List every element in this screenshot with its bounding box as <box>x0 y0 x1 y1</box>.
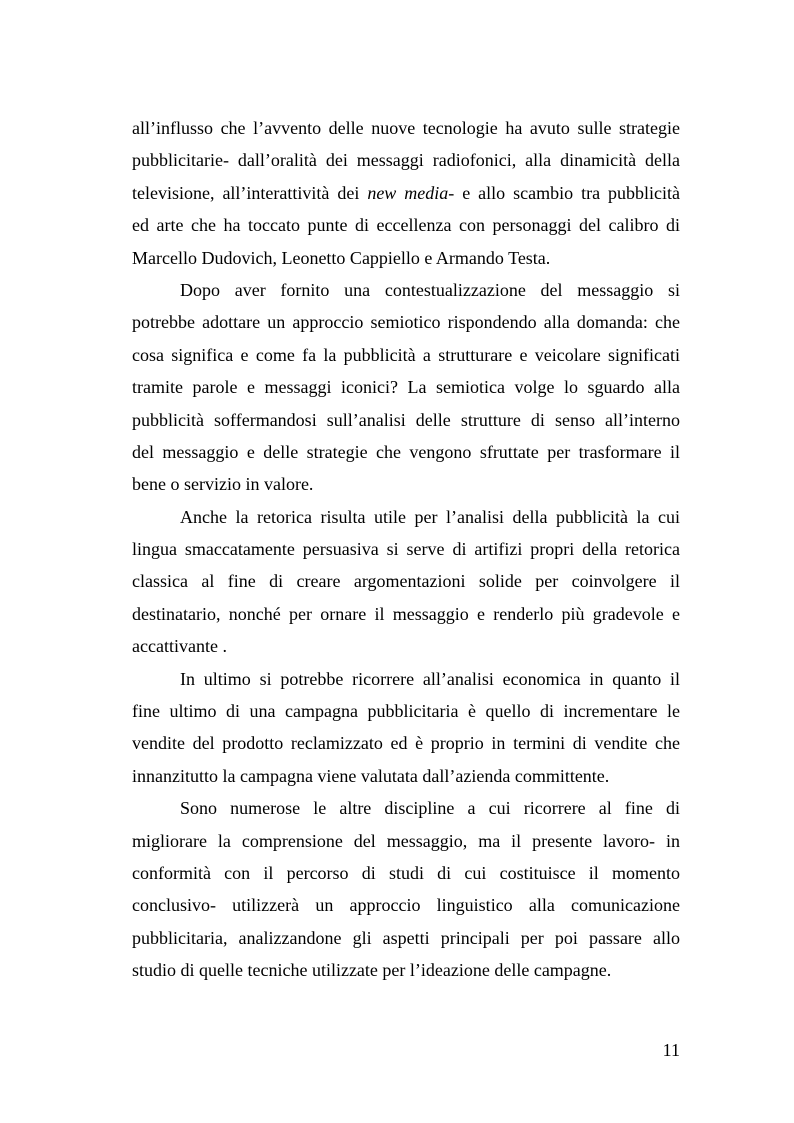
text-line: lingua smaccatamente persuasiva si serve di artifizi propri della retorica <box>132 539 680 560</box>
text-line: innanzitutto la campagna viene valutata dall’azienda committente. <box>132 765 610 786</box>
paragraph-continuation <box>132 112 680 274</box>
emphasized-term: new media <box>367 182 449 203</box>
text-line: vendite del prodotto reclamizzato ed è proprio in termini di vendite che <box>132 733 680 754</box>
text-line <box>132 177 680 209</box>
text-line: Dopo aver fornito una contestualizzazione del messaggio si <box>180 279 680 300</box>
text-line: pubblicitaria, analizzandone gli aspetti principali per poi passare allo <box>132 927 680 948</box>
paragraph-linguistics <box>132 792 680 986</box>
text-segment: - e allo scambio tra pubblicità <box>448 182 681 203</box>
text-line: cosa significa e come fa la pubblicità a strutturare e veicolare significati <box>132 344 680 365</box>
text-segment: televisione, all’interattività dei <box>132 182 368 203</box>
paragraph-semiotics <box>132 274 680 501</box>
text-line: accattivante . <box>132 636 227 657</box>
text-line: fine ultimo di una campagna pubblicitaria è quello di incrementare le <box>132 701 680 722</box>
text-line: del messaggio e delle strategie che vengono sfruttate per trasformare il <box>132 441 680 462</box>
text-line: studio di quelle tecniche utilizzate per l’ideazione delle campagne. <box>132 960 612 981</box>
text-line: all’influsso che l’avvento delle nuove tecnologie ha avuto sulle strategie <box>132 118 680 138</box>
paragraph-rhetoric <box>132 501 680 663</box>
text-line: conformità con il percorso di studi di cui costituisce il momento <box>132 862 680 883</box>
text-line: pubblicità soffermandosi sull’analisi delle strutture di senso all’interno <box>132 409 680 430</box>
text-line: In ultimo si potrebbe ricorrere all’analisi economica in quanto il <box>180 668 680 689</box>
text-line: tramite parole e messaggi iconici? La semiotica volge lo sguardo alla <box>132 377 680 398</box>
paragraph-economics <box>132 663 680 793</box>
text-line: ed arte che ha toccato punte di eccellenza con personaggi del calibro di <box>132 215 680 236</box>
page-number: 11 <box>662 1040 680 1060</box>
text-line: migliorare la comprensione del messaggio, ma il presente lavoro- in <box>132 830 680 851</box>
body-text <box>132 112 680 987</box>
text-line: destinatario, nonché per ornare il messaggio e renderlo più gradevole e <box>132 603 680 624</box>
text-line: potrebbe adottare un approccio semiotico rispondendo alla domanda: che <box>132 312 680 333</box>
text-line: bene o servizio in valore. <box>132 474 314 495</box>
text-line: classica al fine di creare argomentazioni solide per coinvolgere il <box>132 571 680 592</box>
text-line: Anche la retorica risulta utile per l’analisi della pubblicità la cui <box>180 506 680 527</box>
text-line: Sono numerose le altre discipline a cui ricorrere al fine di <box>180 798 680 819</box>
text-line: Marcello Dudovich, Leonetto Cappiello e Armando Testa. <box>132 247 551 268</box>
text-line: pubblicitarie- dall’oralità dei messaggi radiofonici, alla dinamicità della <box>132 150 680 171</box>
text-line: conclusivo- utilizzerà un approccio linguistico alla comunicazione <box>132 895 680 916</box>
